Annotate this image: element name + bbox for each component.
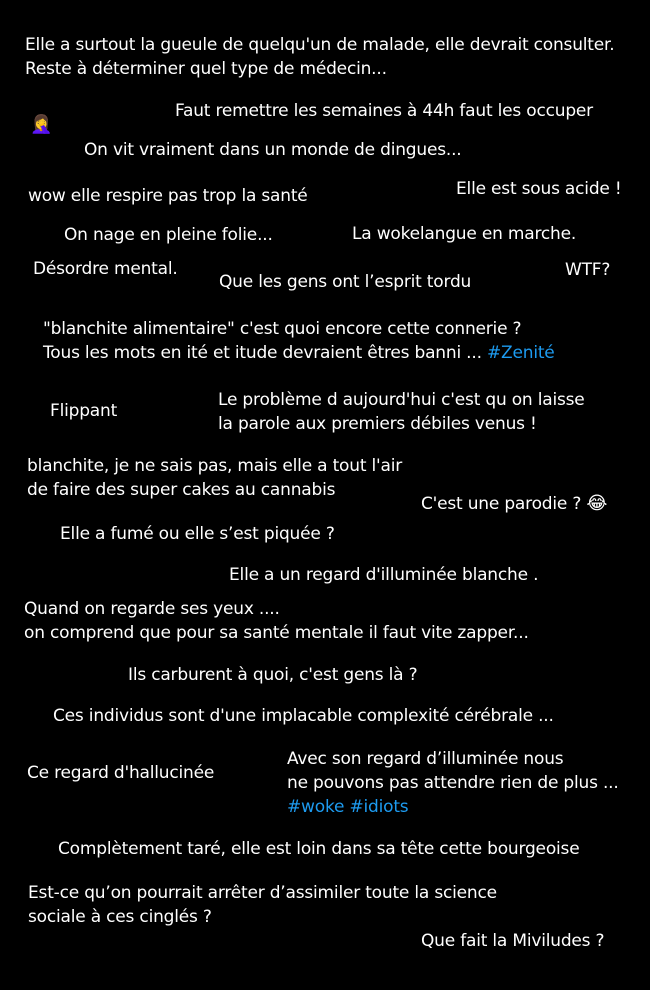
comment-6: On nage en pleine folie... xyxy=(64,225,273,245)
comment-7: La wokelangue en marche. xyxy=(352,224,577,244)
comment-25: Que fait la Miviludes ? xyxy=(421,931,605,951)
comment-line: Avec son regard d’illuminée nous xyxy=(287,749,564,769)
comment-line: Le problème d aujourd'hui c'est qu on laisse xyxy=(218,390,585,410)
comment-12: Flippant xyxy=(50,401,118,421)
comment-line: Quand on regarde ses yeux .... xyxy=(24,599,280,619)
comment-line: Reste à déterminer quel type de médecin... xyxy=(25,59,387,79)
comment-3: On vit vraiment dans un monde de dingues... xyxy=(84,140,462,160)
comment-5: Elle est sous acide ! xyxy=(456,179,622,199)
comment-23: Complètement taré, elle est loin dans sa tête cette bourgeoise xyxy=(58,839,580,859)
comment-line: "blanchite alimentaire" c'est quoi encore cette connerie ? xyxy=(43,319,522,339)
comment-13 xyxy=(218,388,585,436)
comment-4: wow elle respire pas trop la santé xyxy=(28,186,308,206)
comment-line: sociale à ces cinglés ? xyxy=(28,907,212,927)
comment-line: la parole aux premiers débiles venus ! xyxy=(218,414,537,434)
comment-15: C'est une parodie ? 😂 xyxy=(421,493,608,514)
comment-19: Ils carburent à quoi, c'est gens là ? xyxy=(128,665,418,685)
comment-22 xyxy=(287,747,619,819)
comment-17: Elle a un regard d'illuminée blanche . xyxy=(229,565,539,585)
comment-20: Ces individus sont d'une implacable complexité cérébrale ... xyxy=(53,706,554,726)
comment-line: Tous les mots en ité et itude devraient êtres banni ... #Zenité xyxy=(43,343,555,363)
comment-18 xyxy=(24,597,529,645)
comment-line: ne pouvons pas attendre rien de plus ... xyxy=(287,773,619,793)
comment-16: Elle a fumé ou elle s’est piquée ? xyxy=(60,524,335,544)
comment-21: Ce regard d'hallucinée xyxy=(27,763,215,783)
comment-8: Désordre mental. xyxy=(33,259,178,279)
hashtag-zenite[interactable]: #Zenité xyxy=(487,343,555,363)
comment-2: Faut remettre les semaines à 44h faut les occuper xyxy=(175,101,593,121)
comment-line: de faire des super cakes au cannabis xyxy=(27,480,336,500)
comment-line: on comprend que pour sa santé mentale il faut vite zapper... xyxy=(24,623,529,643)
comment-10: WTF? xyxy=(565,260,611,280)
comment-line: blanchite, je ne sais pas, mais elle a tout l'air xyxy=(27,456,403,476)
facepalm-emoji: 🤦‍♀️ xyxy=(30,114,53,135)
laughing-emoji: 😂 xyxy=(586,493,608,514)
comment-24 xyxy=(28,881,497,929)
comment-1 xyxy=(25,33,614,81)
comment-11 xyxy=(43,317,555,365)
comment-line: Elle a surtout la gueule de quelqu'un de malade, elle devrait consulter. xyxy=(25,35,615,55)
hashtags-woke-idiots[interactable]: #woke #idiots xyxy=(287,797,409,817)
comment-9: Que les gens ont l’esprit tordu xyxy=(219,272,472,292)
comment-14 xyxy=(27,454,402,502)
comment-line: Est-ce qu’on pourrait arrêter d’assimiler toute la science xyxy=(28,883,497,903)
